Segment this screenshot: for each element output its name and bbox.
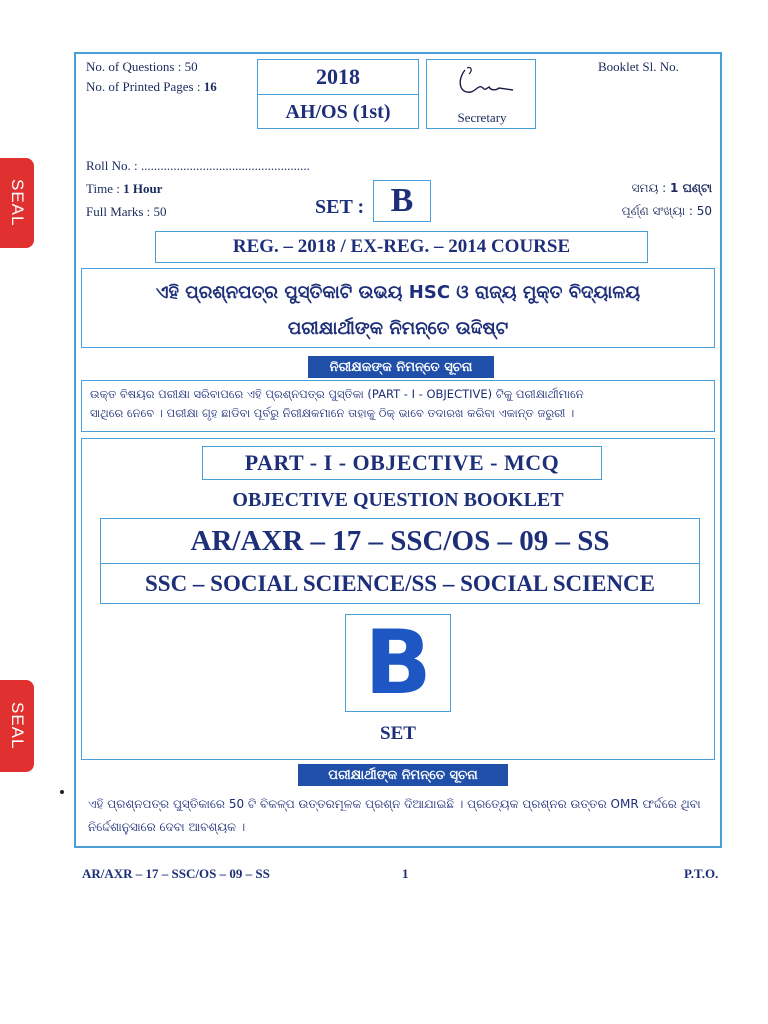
candidate-banner: ପରୀକ୍ଷାର୍ଥୀଙ୍କ ନିମନ୍ତେ ସୂଚନା — [298, 764, 508, 786]
odia-time: ସମୟ : 1 ଘଣ୍ଟା — [631, 181, 712, 195]
invigilator-text-line2: ସାଥିରେ ନେବେ । ପରୀକ୍ଷା ଗୃହ ଛାଡିବା ପୂର୍ବରୁ ନିରୀକ୍ଷକମାନେ ତାହାକୁ ଠିକ୍ ଭାବେ ତଦାରଖ କରିବା ଏକାନ୍ତ ଜରୁରୀ । — [90, 406, 575, 420]
subject-title: SSC – SOCIAL SCIENCE/SS – SOCIAL SCIENCE — [144, 571, 656, 596]
year: 2018 — [258, 60, 418, 95]
paper-code: AR/AXR – 17 – SSC/OS – 09 – SS — [101, 519, 699, 564]
invigilator-text-box — [81, 380, 715, 432]
full-marks: Full Marks : 50 — [86, 204, 167, 219]
no-printed-pages: No. of Printed Pages : 16 — [86, 79, 217, 94]
seal-label: SEAL — [8, 702, 27, 750]
signature-box — [426, 59, 536, 129]
code-subject-box — [100, 518, 700, 604]
invigilator-banner: ନିରୀକ୍ଷକଙ୍କ ନିମନ୍ତେ ସୂଚନା — [308, 356, 494, 378]
odia-title-line2: ପରୀକ୍ଷାର୍ଥୀଙ୍କ ନିମନ୍ତେ ଉଦ୍ଦିଷ୍ଟ — [287, 317, 509, 339]
odia-title-line1: ଏହି ପ୍ରଶ୍ନପତ୍ର ପୁସ୍ତିକାଟି ଉଭୟ HSC ଓ ରାଜ୍ୟ ମୁକ୍ତ ବିଦ୍ୟାଳୟ — [155, 281, 641, 303]
year-code-box — [257, 59, 419, 129]
signature-image — [427, 60, 533, 106]
pto-label: P.T.O. — [684, 866, 719, 881]
big-set-box — [345, 611, 451, 714]
page-number: 1 — [402, 866, 409, 881]
seal-tab-bottom — [0, 680, 34, 772]
odia-title-box — [81, 268, 715, 348]
part-title: PART - I - OBJECTIVE - MCQ — [202, 446, 602, 480]
booklet-sl-label: Booklet Sl. No. — [598, 59, 679, 74]
footer-code: AR/AXR – 17 – SSC/OS – 09 – SS — [82, 866, 270, 881]
set-label: SET : — [315, 196, 365, 218]
candidate-text-line1: ଏହି ପ୍ରଶ୍ନପତ୍ର ପୁସ୍ତିକାରେ 50 ଟି ବିକଳ୍ପ ଉତ୍ତରମୂଳକ ପ୍ରଶ୍ନ ଦିଆଯାଇଛି । ପ୍ରତ୍ୟେକ ପ୍ରଶ୍ନର ଉତ୍ତର OMR ଫର୍ଦ୍ଦରେ ଥିବା — [88, 797, 701, 811]
no-questions: No. of Questions : 50 — [86, 59, 198, 74]
booklet-title: OBJECTIVE QUESTION BOOKLET — [232, 488, 564, 511]
exam-code: AH/OS (1st) — [285, 100, 391, 123]
odia-full-marks: ପୂର୍ଣ୍ଣ ସଂଖ୍ୟା : 50 — [621, 204, 712, 218]
set-letter-box: B — [373, 180, 431, 222]
secretary-label: Secretary — [457, 110, 507, 125]
course-banner: REG. – 2018 / EX-REG. – 2014 COURSE — [155, 231, 648, 263]
dot-mark — [60, 790, 64, 794]
big-set-letter: B — [364, 611, 432, 714]
roll-no: Roll No. : .................................................... — [86, 158, 310, 173]
seal-tab-top — [0, 158, 34, 248]
time: Time : 1 Hour — [86, 181, 163, 196]
set-word: SET — [380, 723, 416, 744]
invigilator-text-line1: ଉକ୍ତ ବିଷୟର ପରୀକ୍ଷା ସରିବାପରେ ଏହି ପ୍ରଶ୍ନପତ୍ର ପୁସ୍ତିକା (PART - I - OBJECTIVE) ଟିକୁ ପରୀକ୍ଷାର୍ଥୀମାନେ — [90, 387, 584, 401]
candidate-text-line2: ନିର୍ଦ୍ଦେଶାନୁସାରେ ଦେବା ଆବଶ୍ୟକ । — [88, 820, 246, 834]
seal-label: SEAL — [8, 179, 27, 227]
